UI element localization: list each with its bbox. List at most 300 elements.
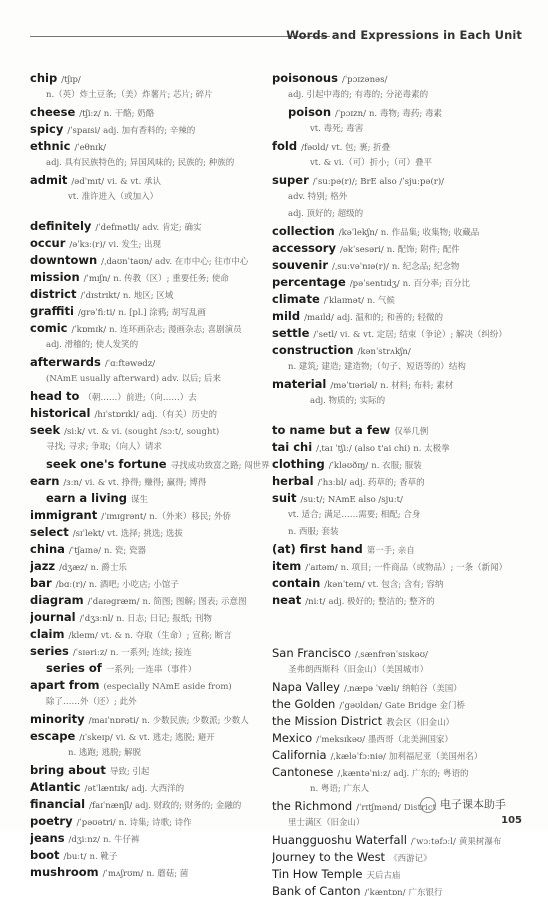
definition: （朝……）前进;（向……）去	[83, 393, 197, 403]
headword: escape	[30, 729, 76, 743]
phonetic: /ˈkləʊðɪŋ/	[328, 461, 369, 471]
phonetic: /dʒæz/	[59, 563, 88, 573]
headword: financial	[30, 797, 86, 811]
headword: claim	[30, 627, 65, 641]
headword: immigrant	[30, 508, 98, 522]
vocab-entry	[272, 376, 537, 393]
phonetic: /ˈaɪtəm/	[305, 563, 338, 573]
vocab-entry	[30, 643, 270, 660]
phonetic: /ˈklaɪmət/	[323, 296, 364, 306]
vocab-entry	[272, 172, 537, 189]
vocab-entry	[272, 609, 537, 621]
phonetic: /ɜːn/	[63, 478, 82, 488]
phonetic: /ˈrɪtʃmənd/	[356, 803, 401, 813]
vocab-entry	[272, 70, 537, 87]
definition: n. 西服; 套装	[288, 527, 339, 537]
definition: n. 百分率; 百分比	[402, 279, 471, 289]
definition: adj. 具有民族特色的; 异国风味的; 民族的; 种族的	[46, 158, 235, 168]
definition: adj. 大西洋的	[131, 784, 185, 794]
phonetic: /suːt/; NAmE also /sjuːt/	[300, 495, 403, 505]
vocab-entry	[272, 456, 537, 473]
definition: 教会区（旧金山）	[386, 718, 455, 728]
vocab-entry	[272, 308, 537, 325]
phonetic: /ˈɑːftəwədz/	[104, 359, 156, 369]
definition: 寻找; 寻求; 争取;（向人）请求	[46, 442, 162, 452]
vocab-entry	[30, 189, 270, 206]
vocab-entry	[30, 490, 270, 507]
definition: n. 瓷; 瓷器	[104, 546, 146, 556]
vocab-entry	[272, 730, 537, 747]
definition: vi. 发生; 出现	[108, 240, 162, 250]
vocab-entry	[272, 713, 537, 730]
phonetic: /fəʊld/	[301, 143, 329, 153]
phonetic: /ˈɪmɪgrənt/	[101, 512, 147, 522]
vocab-entry	[30, 354, 270, 371]
phonetic: /ˈeθnɪk/	[74, 143, 106, 153]
definition: 里士满区（旧金山）	[288, 818, 365, 828]
headword: spicy	[30, 122, 64, 136]
definition: n. 太极拳	[413, 444, 450, 454]
headword: neat	[272, 593, 302, 607]
headword: suit	[272, 491, 297, 505]
vocab-entry	[272, 524, 537, 541]
headword: Journey to the West	[272, 850, 386, 864]
headword: the Mission District	[272, 714, 383, 728]
phonetic: /maɪld/	[304, 313, 334, 323]
headword: California	[272, 748, 327, 762]
vocab-entry	[30, 405, 270, 422]
vocab-entry	[272, 189, 537, 206]
page-header-title: Words and Expressions in Each Unit	[286, 28, 522, 42]
phonetic: /məˈtɪəriəl/	[330, 381, 378, 391]
headword: herbal	[272, 474, 314, 488]
vocab-entry	[272, 621, 537, 633]
vocab-entry	[30, 762, 270, 779]
vocab-entry	[272, 815, 537, 832]
definition: adv. 在市中心; 往市中心	[155, 257, 249, 267]
vocab-entry	[272, 832, 537, 849]
watermark-text: 电子课本助手	[440, 798, 506, 811]
vocab-entry	[30, 70, 270, 87]
definition: 寻找成功致富之路; 闯世界	[170, 461, 270, 471]
definition: vi. & vt. 挣得; 赚得; 赢得; 博得	[84, 478, 207, 488]
phonetic: /ˈsuːpə(r)/; BrE also /ˈsjuːpə(r)/	[312, 177, 444, 187]
vocab-entry	[272, 696, 537, 713]
headword: series	[30, 644, 69, 658]
phonetic: /sɪˈlekt/	[72, 529, 105, 539]
headword: bring about	[30, 763, 106, 777]
definition: n. 简图; 图解; 图表; 示意图	[142, 597, 247, 607]
definition: adj. 引起中毒的; 有毒的; 分泌毒素的	[288, 90, 429, 100]
vocab-entry	[30, 235, 270, 252]
headword: climate	[272, 292, 320, 306]
definition: n. 蘑菇; 菌	[146, 869, 189, 879]
headword: definitely	[30, 219, 92, 233]
headword: contain	[272, 576, 321, 590]
definition: vi. & vt. 承认	[107, 177, 161, 187]
phonetic: /ˈpɔɪzənəs/	[341, 75, 388, 85]
vocab-entry	[30, 779, 270, 796]
phonetic: /ˈsɪəriːz/	[72, 648, 108, 658]
definition: adj. 药草的; 香草的	[349, 478, 425, 488]
headword: district	[30, 287, 77, 301]
definition: 谋生	[130, 495, 148, 505]
headword: poetry	[30, 814, 73, 828]
vocab-entry	[30, 626, 270, 643]
definition: n. 作品集; 收集物; 收藏品	[380, 228, 480, 238]
headword: cheese	[30, 105, 76, 119]
vocab-entry	[30, 677, 270, 694]
vocab-entry	[272, 257, 537, 274]
vocab-entry	[30, 337, 270, 354]
vocab-entry	[30, 155, 270, 172]
headword: jeans	[30, 831, 65, 845]
headword: Napa Valley	[272, 680, 340, 694]
vocab-entry	[272, 138, 537, 155]
definition: 天后古庙	[366, 871, 401, 881]
vocab-entry	[30, 813, 270, 830]
definition: adj. 顶好的; 超级的	[288, 209, 364, 219]
headword: afterwards	[30, 355, 101, 369]
definition: n. 爵士乐	[90, 563, 127, 573]
vocab-entry	[272, 206, 537, 223]
headword: construction	[272, 343, 354, 357]
phonetic: /ˈpəʊətri/	[76, 818, 116, 828]
vocab-entry	[272, 104, 537, 121]
headword: Tin How Temple	[272, 867, 363, 881]
phonetic: /pəˈsentɪdʒ/	[349, 279, 400, 289]
phonetic: /grəˈfiːti/	[77, 308, 116, 318]
phonetic: /ˌsænfrənˈsɪskəʊ/	[355, 650, 428, 660]
headword: the Richmond	[272, 799, 353, 813]
definition: Gate Bridge 金门桥	[384, 701, 465, 711]
vocab-entry	[272, 507, 537, 524]
vocab-entry	[272, 393, 537, 410]
definition: n. [pl.] 涂鸦; 胡写乱画	[118, 308, 206, 318]
phonetic: /maɪˈnɒrəti/	[88, 716, 139, 726]
headword: poisonous	[272, 71, 338, 85]
headword: souvenir	[272, 258, 329, 272]
vocab-entry	[272, 883, 537, 900]
vocab-entry	[272, 291, 537, 308]
vocab-entry	[272, 155, 537, 172]
headword: china	[30, 542, 65, 556]
definition: adj.（有关）历史的	[141, 410, 218, 420]
definition: n. 地区; 区域	[122, 291, 174, 301]
phonetic: /ˈgəʊldən/	[339, 701, 382, 711]
definition: n. 干酪; 奶酪	[103, 109, 155, 119]
vocab-entry	[272, 849, 537, 866]
definition: n. 传教（区）; 重要任务; 使命	[113, 274, 229, 284]
definition: 第一手; 亲自	[366, 546, 415, 556]
phonetic: /ˈsetl/	[313, 330, 337, 340]
vocab-entry	[30, 206, 270, 218]
right-column	[272, 70, 537, 900]
phonetic: /ˈpɔɪzn/	[335, 109, 366, 119]
definition: vt. & vi.（可）折小;（可）叠平	[310, 158, 432, 168]
phonetic: /kəˈlekʃn/	[338, 228, 378, 238]
headword: item	[272, 559, 302, 573]
headword: mild	[272, 309, 301, 323]
phonetic: /kleɪm/	[68, 631, 98, 641]
vocab-entry	[30, 745, 270, 762]
headword: historical	[30, 406, 91, 420]
definition: n. 酒吧; 小吃店; 小馆子	[88, 580, 179, 590]
phonetic: /ˈkɒmɪk/	[71, 325, 107, 335]
vocab-entry	[30, 388, 270, 405]
vocab-entry	[30, 172, 270, 189]
phonetic: /ˈdaɪəgræm/	[87, 597, 140, 607]
headword: Bank of Canton	[272, 884, 361, 898]
definition: (especially NAmE aside from)	[103, 682, 232, 692]
headword: apart from	[30, 678, 100, 692]
vocab-entry	[272, 359, 537, 376]
wechat-icon	[420, 797, 436, 813]
headword: to name but a few	[272, 423, 391, 437]
definition: adv. 特别; 格外	[288, 192, 348, 202]
headword: earn	[30, 474, 60, 488]
definition: vt. & n. 夺取（生命）; 宣称; 断言	[100, 631, 232, 641]
vocab-entry	[30, 507, 270, 524]
phonetic: /ˌtaɪ ˈtʃiː/ (also t'ai chi)	[316, 444, 411, 454]
watermark	[420, 796, 506, 813]
phonetic: /ˈmeksɪkəʊ/	[316, 735, 365, 745]
phonetic: /ɪˈskeɪp/	[79, 733, 113, 743]
vocab-entry	[30, 138, 270, 155]
headword: minority	[30, 712, 85, 726]
headword: Mexico	[272, 731, 313, 745]
definition: n. 粤语; 广东人	[310, 784, 369, 794]
vocab-entry	[272, 645, 537, 662]
vocab-entry	[30, 439, 270, 456]
vocab-entry	[272, 325, 537, 342]
definition: n. 气候	[366, 296, 395, 306]
headword: diagram	[30, 593, 84, 607]
phonetic: /ˌnæpə ˈvæli/	[343, 684, 400, 694]
vocab-entry	[272, 274, 537, 291]
vocab-entry	[30, 303, 270, 320]
definition: n. 牛仔裤	[103, 835, 140, 845]
headword: super	[272, 173, 309, 187]
headword: journal	[30, 610, 76, 624]
phonetic: /hɪˈstɒrɪkl/	[94, 410, 139, 420]
vocab-entry	[30, 87, 270, 104]
vocab-entry	[272, 558, 537, 575]
headword: (at) first hand	[272, 542, 363, 556]
definition: adj. 极好的; 整洁的; 整齐的	[328, 597, 435, 607]
vocab-entry	[272, 747, 537, 764]
definition: adv. 肯定; 确实	[142, 223, 202, 233]
phonetic: /ˈdefɪnətli/	[95, 223, 140, 233]
headword: Cantonese	[272, 765, 334, 779]
phonetic: /kənˈstrʌkʃn/	[357, 347, 411, 357]
headword: percentage	[272, 275, 346, 289]
vocab-entry	[30, 847, 270, 864]
phonetic: /buːt/	[63, 852, 87, 862]
definition: n. 连环画杂志; 漫画杂志; 喜剧演员	[109, 325, 242, 335]
headword: fold	[272, 139, 298, 153]
vocab-entry	[30, 609, 270, 626]
definition: 《西游记》	[389, 854, 432, 864]
vocab-entry	[272, 223, 537, 240]
definition: vt. 选择; 挑选; 选拔	[107, 529, 183, 539]
definition: 黄果树瀑布	[458, 837, 502, 847]
phonetic: /tʃɪp/	[61, 75, 81, 85]
definition: n. 纪念品; 纪念物	[391, 262, 460, 272]
phonetic: /ˈmʌʃrʊm/	[102, 869, 144, 879]
phonetic: /ˈdʒɜːnl/	[79, 614, 114, 624]
headword: Huangguoshu Waterfall	[272, 833, 407, 847]
vocab-entry	[272, 764, 537, 781]
phonetic: /dʒiːnz/	[68, 835, 101, 845]
definition: n. 靴子	[89, 852, 118, 862]
definition: adj. 滑稽的; 使人发笑的	[46, 340, 139, 350]
definition: adj. 温和的; 和善的; 轻微的	[336, 313, 444, 323]
headword: occur	[30, 236, 66, 250]
definition: n. 建筑; 建造; 建造物;（句子、短语等的）结构	[288, 362, 466, 372]
phonetic: /ˌkæntəˈniːz/	[337, 769, 391, 779]
definition: vt. 毒死; 毒害	[310, 124, 364, 134]
headword: earn a living	[46, 491, 127, 505]
vocab-entry	[30, 541, 270, 558]
vocab-entry	[272, 121, 537, 138]
vocab-entry	[272, 240, 537, 257]
vocab-entry	[272, 662, 537, 679]
headword: head to	[30, 389, 80, 403]
headword: mission	[30, 270, 80, 284]
definition: 仅举几例	[394, 427, 429, 437]
page-number: 105	[501, 815, 522, 826]
vocab-entry	[30, 104, 270, 121]
vocab-entry	[272, 87, 537, 104]
definition: n. 材料; 布料; 素材	[380, 381, 454, 391]
headword: seek one's fortune	[46, 457, 167, 471]
phonetic: /ˈspaɪsi/	[67, 126, 101, 136]
vocab-entry	[30, 558, 270, 575]
phonetic: /ˈhɜːbl/	[317, 478, 347, 488]
definition: 加利福尼亚（美国州名）	[388, 752, 483, 762]
headword: select	[30, 525, 69, 539]
vocab-entry	[272, 439, 537, 456]
phonetic: /tʃiːz/	[79, 109, 101, 119]
headword: bar	[30, 576, 52, 590]
headword: poison	[288, 105, 332, 119]
phonetic: /ˌsuːvəˈnɪə(r)/	[332, 262, 389, 272]
definition: 墨西哥（北美洲国家）	[368, 735, 454, 745]
definition: 除了……外（还）; 此外	[46, 697, 137, 707]
vocab-entry	[272, 575, 537, 592]
headword: accessory	[272, 241, 336, 255]
vocab-entry	[30, 694, 270, 711]
vocab-entry	[30, 252, 270, 269]
phonetic: /ˌdaʊnˈtaʊn/	[101, 257, 153, 267]
left-column	[30, 70, 270, 881]
vocab-entry	[30, 592, 270, 609]
phonetic: /ˌkæləˈfɔːniə/	[330, 752, 386, 762]
vocab-entry	[272, 541, 537, 558]
headword: downtown	[30, 253, 98, 267]
vocab-entry	[272, 679, 537, 696]
definition: 圣弗朗西斯科（旧金山）（美国城市）	[288, 665, 429, 675]
headword: ethnic	[30, 139, 71, 153]
vocab-entry	[272, 410, 537, 422]
headword: chip	[30, 71, 58, 85]
definition: 导致; 引起	[109, 767, 150, 777]
headword: San Francisco	[272, 646, 352, 660]
headword: Atlantic	[30, 780, 81, 794]
vocab-entry	[30, 218, 270, 235]
vocab-entry	[272, 866, 537, 883]
vocab-entry	[30, 728, 270, 745]
vocab-entry	[30, 711, 270, 728]
headword: clothing	[272, 457, 325, 471]
headword: the Golden	[272, 697, 336, 711]
headword: comic	[30, 321, 68, 335]
definition: n.（外来）移民; 外侨	[149, 512, 231, 522]
definition: vt. 包; 裹; 折叠	[331, 143, 391, 153]
headword: jazz	[30, 559, 56, 573]
definition: vt. 适合; 满足……需要; 相配; 合身	[288, 510, 421, 520]
vocab-entry	[30, 575, 270, 592]
phonetic: /ətˈlæntɪk/	[84, 784, 129, 794]
definition: 纳帕谷（美国）	[402, 684, 462, 694]
vocab-entry	[30, 320, 270, 337]
phonetic: /bɑː(r)/	[55, 580, 86, 590]
phonetic: /ˈtʃaɪnə/	[68, 546, 101, 556]
headword: boot	[30, 848, 60, 862]
definition: vt. 准许进入（或加入）	[68, 192, 159, 202]
vocab-entry	[30, 524, 270, 541]
definition: n.（英）炸土豆条;（美）炸薯片; 芯片; 碎片	[46, 90, 213, 100]
headword: graffiti	[30, 304, 74, 318]
definition: 广东银行	[408, 888, 443, 898]
phonetic: /ədˈmɪt/	[71, 177, 105, 187]
phonetic: /ˈkæntɒn/	[364, 888, 406, 898]
phonetic: /əkˈsesəri/	[339, 245, 384, 255]
vocab-entry	[30, 371, 270, 388]
vocab-entry	[30, 830, 270, 847]
phonetic: /kənˈteɪn/	[324, 580, 365, 590]
phonetic: /ˈdɪstrɪkt/	[80, 291, 120, 301]
definition: vi. & vt. 定居; 结束（争论）; 解决（纠纷）	[339, 330, 507, 340]
vocab-entry	[272, 342, 537, 359]
definition: adj. 财政的; 财务的; 金融的	[135, 801, 242, 811]
definition: n. 衣服; 服装	[371, 461, 422, 471]
definition: 一系列; 一连串（事件）	[105, 665, 197, 675]
definition: n. 逃跑; 逃脱; 解脱	[68, 748, 142, 758]
vocab-entry	[30, 864, 270, 881]
definition: n. 少数民族; 少数派; 少数人	[141, 716, 249, 726]
definition: District	[403, 803, 437, 813]
definition: vi. & vt. 逃走; 逃脱; 避开	[115, 733, 215, 743]
vocab-entry	[30, 456, 270, 473]
headword: mushroom	[30, 865, 99, 879]
definition: adj. 加有香料的; 辛辣的	[103, 126, 196, 136]
definition: adj. 物质的; 实际的	[310, 396, 386, 406]
definition: n. 项目; 一件商品（或物品）; 一条（新闻）	[340, 563, 508, 573]
headword: settle	[272, 326, 310, 340]
definition: n. 毒物; 毒药; 毒素	[368, 109, 442, 119]
vocab-entry	[30, 121, 270, 138]
vocab-entry	[272, 592, 537, 609]
vocab-entry	[30, 269, 270, 286]
headword: tai chi	[272, 440, 313, 454]
definition: adj. 广东的; 粤语的	[393, 769, 469, 779]
header-rule	[30, 36, 330, 37]
vocab-entry	[30, 286, 270, 303]
phonetic: /faɪˈnænʃl/	[89, 801, 133, 811]
phonetic: /əˈkɜː(r)/	[69, 240, 106, 250]
